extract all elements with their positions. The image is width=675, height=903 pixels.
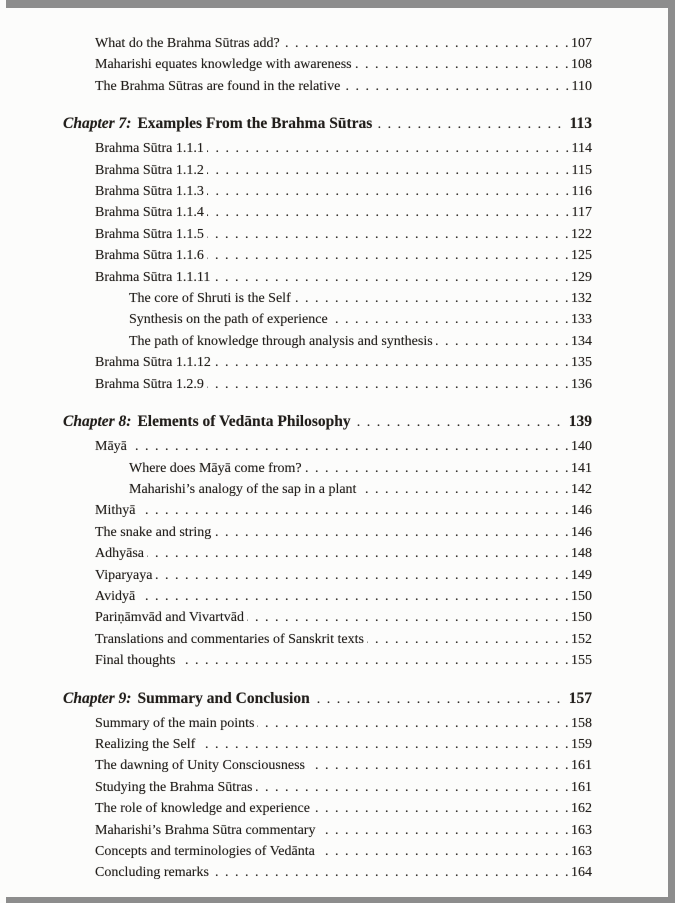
chapter-prefix: Chapter 7:: [63, 115, 132, 133]
toc-row: [63, 586, 592, 607]
toc-entry-label: Maharishi’s analogy of the sap in a plant: [129, 481, 357, 497]
toc-row: [63, 629, 592, 650]
toc-row: [63, 181, 592, 202]
toc-entry-label: Brahma Sūtra 1.1.2: [95, 162, 204, 178]
toc-row: [63, 543, 592, 564]
toc-entry-label: Studying the Brahma Sūtras: [95, 779, 253, 795]
toc-entry-label: The snake and string: [95, 524, 212, 540]
toc-row: [63, 160, 592, 181]
toc-row: [63, 607, 592, 628]
page-number: 164: [571, 865, 592, 881]
toc-row: [63, 500, 592, 521]
toc-row: [63, 267, 592, 288]
page-number: 161: [571, 779, 592, 795]
dot-leader: [355, 54, 570, 75]
page-number: 113: [569, 115, 592, 133]
dot-leader: [354, 409, 562, 436]
toc-entry-label: Viparyaya: [95, 567, 153, 583]
toc-entry-label: Māyā: [95, 439, 127, 455]
dot-leader: [207, 181, 571, 202]
toc-entry-label: What do the Brahma Sūtras add?: [95, 36, 280, 51]
dot-leader: [130, 436, 570, 457]
dot-leader: [343, 76, 570, 97]
toc-entry-label: Where does Māyā come from?: [129, 460, 302, 476]
dot-leader: [207, 160, 571, 181]
page-number: 117: [571, 205, 592, 221]
chapter-title: Examples From the Brahma Sūtras: [137, 115, 373, 133]
toc-row: [63, 202, 592, 223]
toc-row: [63, 734, 592, 755]
page-number: 150: [571, 588, 592, 604]
toc-entry-label: Brahma Sūtra 1.1.12: [95, 355, 211, 371]
toc-entry-label: Brahma Sūtra 1.1.5: [95, 226, 204, 242]
page-number: 161: [571, 758, 592, 774]
dot-leader: [367, 629, 570, 650]
toc-entry-label: Avidyā: [95, 588, 136, 604]
chapter-prefix: Chapter 9:: [63, 689, 132, 707]
page-number: 134: [571, 333, 592, 349]
page-number: 125: [571, 248, 592, 264]
dot-leader: [283, 33, 570, 54]
dot-leader: [308, 755, 570, 776]
toc-row: [63, 436, 592, 457]
dot-leader: [207, 138, 571, 159]
page-number: 146: [571, 503, 592, 519]
toc-entry-label: The Brahma Sūtras are found in the relative: [95, 78, 341, 94]
page-number: 158: [571, 715, 592, 731]
toc-row: [63, 479, 592, 500]
toc-entry-label: Maharishi’s Brahma Sūtra commentary: [95, 822, 316, 838]
toc-entry-label: Translations and commentaries of Sanskrit texts: [95, 631, 364, 647]
scan-border-bottom: [6, 897, 675, 903]
toc-row: [63, 458, 592, 479]
toc-row: [63, 841, 592, 862]
toc-entry-label: Adhyāsa: [95, 546, 144, 562]
toc-entry-label: Concluding remarks: [95, 865, 209, 881]
page-number: 146: [571, 524, 592, 540]
toc-row: [63, 374, 592, 395]
toc-entry-label: Concepts and terminologies of Vedānta: [95, 844, 315, 859]
toc-row: [63, 54, 592, 75]
toc-row: [63, 713, 592, 734]
page-number: 157: [568, 689, 592, 707]
page-number: 110: [571, 78, 592, 94]
page-number: 107: [571, 36, 592, 51]
toc-entry-label: Brahma Sūtra 1.1.11: [95, 269, 211, 285]
toc-row: [63, 820, 592, 841]
dot-leader: [257, 713, 570, 734]
toc-entry-label: Brahma Sūtra 1.2.9: [95, 376, 204, 392]
toc-row: [63, 777, 592, 798]
page-number: 139: [568, 413, 592, 431]
toc-entry-label: Realizing the Self: [95, 736, 196, 752]
toc-row: [63, 650, 592, 671]
dot-leader: [256, 777, 571, 798]
chapter-title: Summary and Conclusion: [137, 689, 310, 707]
toc-entry-label: Final thoughts: [95, 653, 176, 669]
page-number: 162: [571, 801, 592, 817]
dot-leader: [212, 862, 570, 883]
dot-leader: [247, 607, 570, 628]
toc-row: [63, 76, 592, 97]
toc-row: [63, 224, 592, 245]
toc-row: [63, 522, 592, 543]
toc-row: [63, 288, 592, 309]
toc-chapter-row: [63, 110, 592, 138]
toc-row: [63, 862, 592, 883]
page-number: 140: [571, 439, 592, 455]
page-number: 155: [571, 653, 592, 669]
chapter-prefix: Chapter 8:: [63, 413, 132, 431]
toc-entry-label: The path of knowledge through analysis and synthesis: [129, 333, 433, 349]
dot-leader: [313, 798, 570, 819]
toc-row: [63, 331, 592, 352]
toc-entry-label: The role of knowledge and experience: [95, 801, 310, 817]
page-number: 141: [571, 460, 592, 476]
dot-leader: [294, 288, 570, 309]
page-number: 115: [571, 162, 592, 178]
page-number: 149: [571, 567, 592, 583]
dot-leader: [318, 841, 570, 862]
page-number: 114: [571, 141, 592, 157]
dot-leader: [147, 543, 570, 564]
toc-row: [63, 352, 592, 373]
page-number: 150: [571, 610, 592, 626]
page-number: 122: [571, 226, 592, 242]
toc-entry-label: Brahma Sūtra 1.1.1: [95, 141, 204, 157]
dot-leader: [155, 565, 570, 586]
toc-chapter-row: [63, 685, 592, 713]
scan-border-top: [6, 0, 675, 8]
toc-row: [63, 33, 592, 54]
dot-leader: [214, 522, 570, 543]
page-number: 116: [571, 184, 592, 200]
scan-border-right: [668, 0, 675, 903]
page-number: 163: [571, 822, 592, 838]
dot-leader: [318, 820, 570, 841]
toc-entry-label: Summary of the main points: [95, 715, 255, 731]
toc-row: [63, 565, 592, 586]
toc-row: [63, 798, 592, 819]
toc-entry-label: Brahma Sūtra 1.1.4: [95, 205, 204, 221]
table-of-contents: [63, 33, 592, 884]
dot-leader: [214, 352, 570, 373]
toc-entry-label: Mithyā: [95, 503, 136, 519]
dot-leader: [207, 202, 571, 223]
page-number: 133: [571, 312, 592, 328]
page-number: 129: [571, 269, 592, 285]
dot-leader: [179, 650, 570, 671]
page-number: 163: [571, 844, 592, 859]
dot-leader: [375, 111, 562, 138]
dot-leader: [213, 267, 570, 288]
toc-chapter-row: [63, 408, 592, 436]
dot-leader: [359, 479, 570, 500]
dot-leader: [436, 331, 570, 352]
dot-leader: [305, 458, 570, 479]
dot-leader: [138, 586, 570, 607]
toc-entry-label: Maharishi equates knowledge with awareness: [95, 57, 352, 73]
dot-leader: [198, 734, 570, 755]
page-number: 148: [571, 546, 592, 562]
toc-entry-label: Brahma Sūtra 1.1.3: [95, 184, 204, 200]
page-number: 132: [571, 291, 592, 307]
toc-row: [63, 138, 592, 159]
page-number: 135: [571, 355, 592, 371]
dot-leader: [207, 374, 570, 395]
page-number: 152: [571, 631, 592, 647]
toc-row: [63, 245, 592, 266]
toc-entry-label: Brahma Sūtra 1.1.6: [95, 248, 204, 264]
dot-leader: [313, 686, 562, 713]
page-number: 159: [571, 736, 592, 752]
toc-entry-label: The core of Shruti is the Self: [129, 291, 291, 307]
dot-leader: [207, 224, 570, 245]
chapter-title: Elements of Vedānta Philosophy: [137, 413, 351, 431]
toc-entry-label: Synthesis on the path of experience: [129, 312, 328, 328]
dot-leader: [207, 245, 570, 266]
page-number: 142: [571, 481, 592, 497]
page-number: 108: [571, 57, 592, 73]
dot-leader: [331, 309, 570, 330]
toc-entry-label: The dawning of Unity Consciousness: [95, 758, 305, 774]
page-number: 136: [571, 376, 592, 392]
dot-leader: [138, 500, 570, 521]
toc-row: [63, 755, 592, 776]
toc-entry-label: Pariṇāmvād and Vivartvād: [95, 610, 244, 626]
toc-row: [63, 309, 592, 330]
